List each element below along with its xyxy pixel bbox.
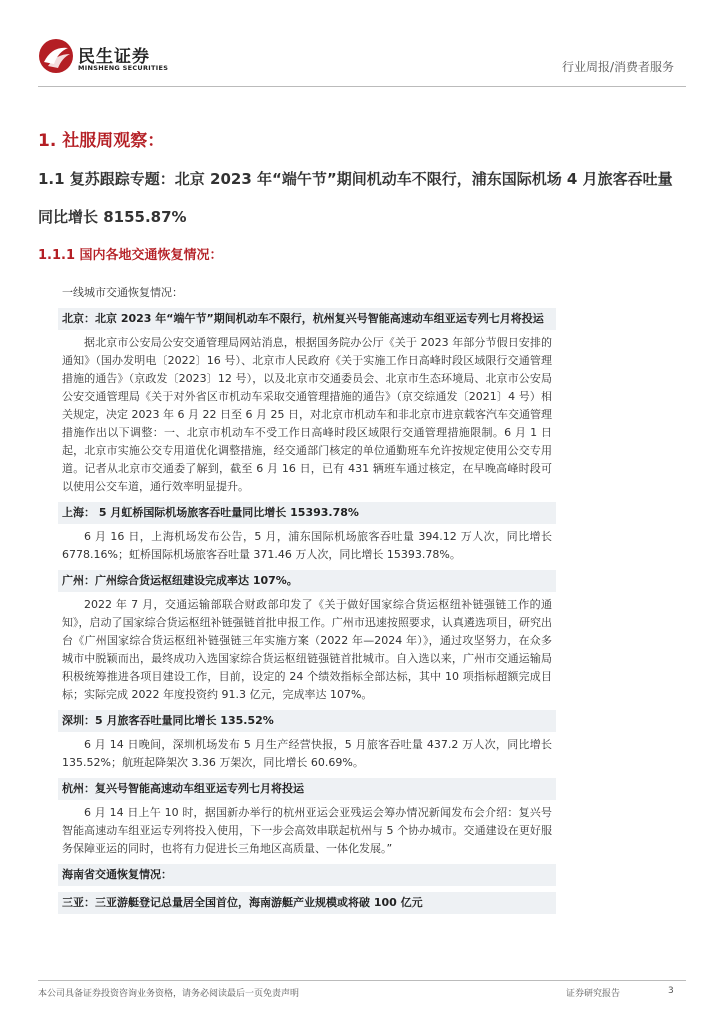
article-content [62, 284, 552, 918]
subheading-hainan: 海南省交通恢复情况： [58, 864, 556, 886]
shanghai-body: 6 月 16 日，上海机场发布公告，5 月，浦东国际机场旅客吞吐量 394.12 万人次，同比增长 6778.16%；虹桥国际机场旅客吞吐量 371.46 万人次，同比增长 15393.78%。 [62, 530, 552, 561]
beijing-title: 北京：北京 2023 年“端午节”期间机动车不限行，杭州复兴号智能高速动车组亚运专列七月将投运 [58, 308, 556, 330]
header-divider [38, 86, 686, 87]
sanya-title: 三亚：三亚游艇登记总量居全国首位，海南游艇产业规模或将破 100 亿元 [58, 892, 556, 914]
footer-doc-type: 证券研究报告 [566, 989, 621, 999]
footer-divider [38, 980, 686, 981]
hangzhou-body: 6 月 14 日上午 10 时，据国新办举行的杭州亚运会亚残运会筹办情况新闻发布会介绍：复兴号智能高速动车组亚运专列将投入使用，下一步会高效串联起杭州与 5 个协办城市。交通建设在更好服务保障亚运的同时，也将有力促进长三角地区高质量、一体化发展。” [62, 806, 552, 855]
subsubsection-heading: 1.1.1 国内各地交通恢复情况： [38, 248, 223, 263]
beijing-body: 据北京市公安局公安交通管理局网站消息，根据国务院办公厅《关于 2023 年部分节假日安排的通知》（国办发明电〔2022〕16 号）、北京市人民政府《关于实施工作日高峰时段区域限行交通管理措施的通告》（京政发〔2023〕12 号），以及北京市交通委员会、北京市生态环境局、北京市公安局公安交通管理局《关于对外省区市机动车采取交通管理措施的通告》（京交综通发〔2021〕4 号）相关规定，决定 2023 年 6 月 22 日至 6 月 25 日，对北京市机动车和非北京市进京载客汽车交通管理措施作出以下调整：一、北京市机动车不受工作日高峰时段区域限行交通管理措施限制。6 月 1 日起，北京市实施公交专用道优化调整措施，经交通部门核定的单位通勤班车允许按规定使用公交专用道。记者从北京市交通委了解到，截至 6 月 16 日，已有 431 辆班车通过核定，在早晚高峰时段可以使用公交车道，通行效率明显提升。 [62, 336, 552, 493]
logo [38, 38, 178, 78]
hangzhou-title: 杭州：复兴号智能高速动车组亚运专列七月将投运 [58, 778, 556, 800]
shenzhen-body: 6 月 14 日晚间，深圳机场发布 5 月生产经营快报，5 月旅客吞吐量 437.2 万人次，同比增长 135.52%；航班起降架次 3.36 万架次，同比增长 60.69%。 [62, 738, 552, 769]
shenzhen-title: 深圳：5 月旅客吞吐量同比增长 135.52% [58, 710, 556, 732]
page-header [0, 0, 724, 92]
guangzhou-title: 广州：广州综合货运枢纽建设完成率达 107%。 [58, 570, 556, 592]
section-heading: 1. 社服周观察： [38, 131, 165, 151]
subsection-heading: 1.1 复苏跟踪专题：北京 2023 年“端午节”期间机动车不限行，浦东国际机场 4 月旅客吞吐量同比增长 8155.87% [38, 170, 673, 226]
logo-cn-text: 民生证券 [78, 47, 150, 67]
guangzhou-body: 2022 年 7 月，交通运输部联合财政部印发了《关于做好国家综合货运枢纽补链强链工作的通知》，启动了国家综合货运枢纽补链强链首批申报工作。广州市迅速按照要求，认真遴选项目，研究出台《广州国家综合货运枢纽补链强链三年实施方案（2022 年—2024 年）》，通过攻坚努力，在众多城市中脱颖而出，最终成功入选国家综合货运枢纽链强链首批城市。自入选以来，广州市交通运输局积极统筹推进各项目建设工作，目前，设定的 24 个绩效指标全部达标，其中 10 项指标超额完成目标；实际完成 2022 年度投资约 91.3 亿元，完成率达 107%。 [62, 598, 552, 701]
shanghai-title: 上海： 5 月虹桥国际机场旅客吞吐量同比增长 15393.78% [58, 502, 556, 524]
page-number: 3 [668, 986, 674, 996]
footer-disclaimer: 本公司具备证券投资咨询业务资格，请务必阅读最后一页免责声明 [38, 989, 300, 999]
subheading-first-tier-cities: 一线城市交通恢复情况： [62, 286, 183, 299]
minsheng-logo-icon [38, 38, 74, 74]
report-type: 行业周报/消费者服务 [561, 60, 674, 74]
logo-en-text: MINSHENG SECURITIES [78, 64, 169, 72]
